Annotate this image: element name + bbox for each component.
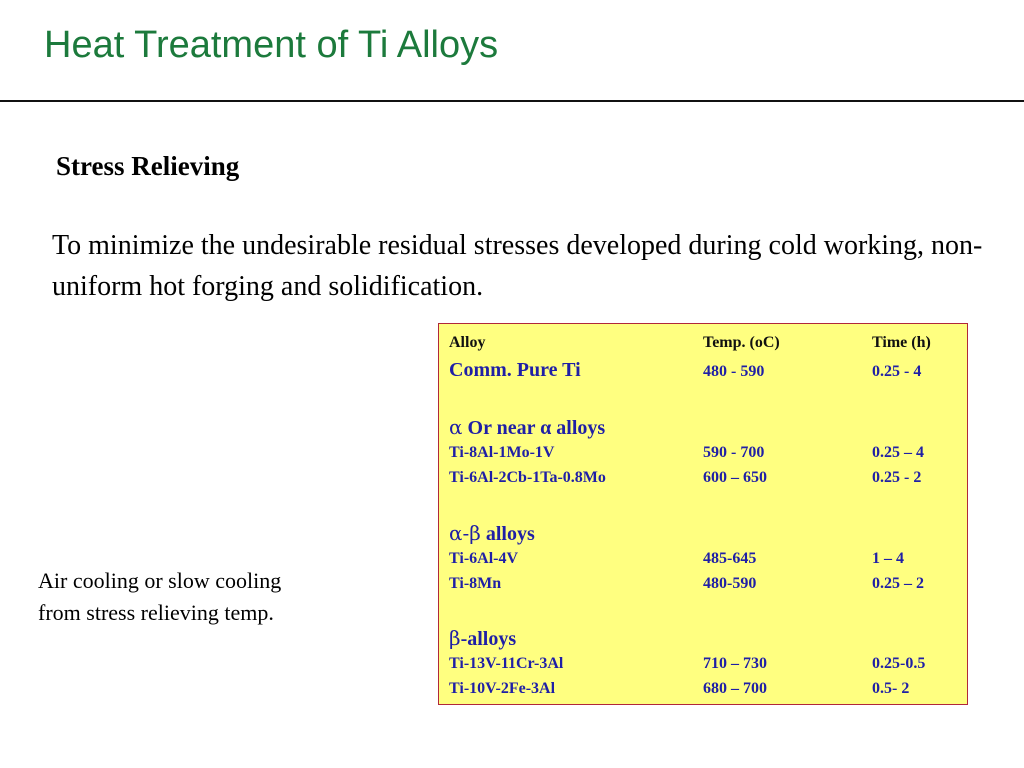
row-time: 0.25 - 2 xyxy=(872,469,922,486)
row-time: 0.25 – 2 xyxy=(872,575,924,592)
group-alpha-label: Or near α alloys xyxy=(467,417,606,439)
row-alloy: Ti-8Al-1Mo-1V xyxy=(449,444,555,461)
intro-paragraph: To minimize the undesirable residual stresses developed during cold working, non-uniform hot forging and solidification. xyxy=(52,230,983,302)
group-beta-label: -alloys xyxy=(460,628,517,650)
header-alloy: Alloy xyxy=(449,334,486,351)
pure-ti-temp: 480 - 590 xyxy=(703,363,765,380)
row-alloy: Ti-13V-11Cr-3Al xyxy=(449,655,564,672)
row-alloy: Ti-6Al-4V xyxy=(449,550,519,567)
section-heading: Stress Relieving xyxy=(56,151,240,181)
row-time: 1 – 4 xyxy=(872,550,904,567)
row-temp: 680 – 700 xyxy=(703,680,767,697)
row-temp: 480-590 xyxy=(703,575,757,592)
group-beta-symbol: β xyxy=(449,626,461,650)
stress-relief-table xyxy=(438,323,968,705)
title-divider xyxy=(0,100,1024,102)
group-alpha-symbol: α xyxy=(449,415,463,439)
row-temp: 485-645 xyxy=(703,550,757,567)
row-temp: 600 – 650 xyxy=(703,469,767,486)
row-alloy: Ti-10V-2Fe-3Al xyxy=(449,680,556,697)
cooling-note-line-2: from stress relieving temp. xyxy=(38,600,274,625)
group-alpha-beta-label: alloys xyxy=(485,523,535,545)
cooling-note xyxy=(38,565,378,629)
pure-ti-alloy: Comm. Pure Ti xyxy=(449,359,581,381)
pure-ti-time: 0.25 - 4 xyxy=(872,363,922,380)
cooling-note-line-1: Air cooling or slow cooling xyxy=(38,568,282,593)
row-alloy: Ti-6Al-2Cb-1Ta-0.8Mo xyxy=(449,469,606,486)
group-alpha-beta-symbol: α-β xyxy=(449,521,481,545)
header-temp: Temp. (oC) xyxy=(703,334,780,351)
row-time: 0.5- 2 xyxy=(872,680,910,697)
row-time: 0.25 – 4 xyxy=(872,444,924,461)
row-time: 0.25-0.5 xyxy=(872,655,926,672)
header-time: Time (h) xyxy=(872,334,931,351)
row-temp: 590 - 700 xyxy=(703,444,765,461)
slide-title: Heat Treatment of Ti Alloys xyxy=(44,24,499,66)
row-alloy: Ti-8Mn xyxy=(449,575,502,592)
row-temp: 710 – 730 xyxy=(703,655,767,672)
